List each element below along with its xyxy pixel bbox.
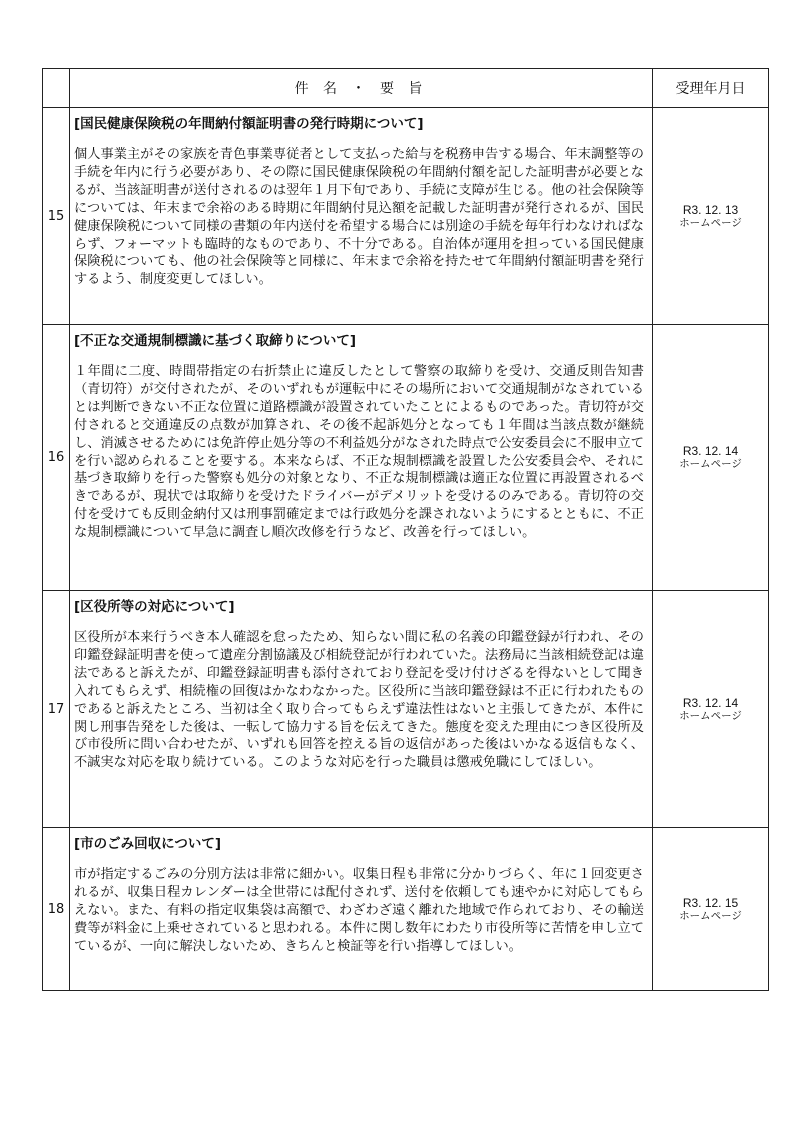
row-number: 18 <box>43 828 70 991</box>
received-date: R3. 12. 14 <box>682 695 739 710</box>
received-date: R3. 12. 14 <box>682 444 739 458</box>
row-content <box>70 828 653 991</box>
item-body: １年間に二度、時間帯指定の右折禁止に違反したとして警察の取締りを受け、交通反則告知書（青切符）が交付されたが、そのいずれもが運転中にその場所において交通規制がなされているとは判断できない不正な位置に道路標識が設置されていたことによるものであった。青切符が交付されると交通違反の点数が加算され、その後不起訴処分となっても１年間は当該点数が継続し、消滅させるためには免許停止処分等の不利益処分がなされた時点で公安委員会に不服申立てを行い認められることを要する。本来ならば、不正な規制標識を設置した公安委員会や、それに基づき取締りを行った警察も処分の対象となり、不正な規制標識は適正な位置に再設置されるべきであるが、現状では取締りを受けたドライバーがデメリットを受けるのみである。青切符の交付を受けても反則金納付又は刑事罰確定までは行政処分を課されないようにするとともに、不正な規制標識について早急に調査し順次改修を行うなど、改善を行ってほしい。 <box>74 364 644 541</box>
table-header-row <box>43 69 769 108</box>
row-date-cell <box>653 828 769 991</box>
row-number: 15 <box>43 108 70 325</box>
item-title: [国民健康保険税の年間納付額証明書の発行時期について] <box>74 116 424 132</box>
received-source: ホームページ <box>679 909 742 922</box>
received-source: ホームページ <box>679 709 742 722</box>
table-row <box>43 591 769 828</box>
received-date: R3. 12. 13 <box>682 202 739 217</box>
item-body: 市が指定するごみの分別方法は非常に細かい。収集日程も非常に分かりづらく、年に１回変更されるが、収集日程カレンダーは全世帯には配付されず、送付を依頼しても速やかに対応してもらえない。また、有料の指定収集袋は高額で、わざわざ遠く離れた地域で作られており、その輸送費等が料金に上乗せされていると思われる。本件に関し数年にわたり市役所等に苦情を申し立てているが、一向に解決しないため、きちんと検証等を行い指導してほしい。 <box>74 867 644 954</box>
table-row <box>43 828 769 991</box>
item-title: [不正な交通規制標識に基づく取締りについて] <box>74 333 357 349</box>
row-content <box>70 325 653 591</box>
header-date: 受理年月日 <box>653 69 769 108</box>
received-source: ホームページ <box>679 216 742 229</box>
item-title: [区役所等の対応について] <box>74 599 235 615</box>
petition-table <box>42 68 769 991</box>
item-body: 区役所が本来行うべき本人確認を怠ったため、知らない間に私の名義の印鑑登録が行われ、その印鑑登録証明書を使って遺産分割協議及び相続登記が行われていた。法務局に当該相続登記は違法であると訴えたが、印鑑登録証明書も添付されており登記を受け付けざるを得ないとして聞き入れてもらえず、相続権の回復はかなわなかった。区役所に当該印鑑登録は不正に行われたものであると訴えたところ、当初は全く取り合ってもらえず違法性はないと主張してきたが、本件に関し刑事告発をした後は、一転して協力する旨を伝えてきた。態度を変えた理由につき区役所及び市役所に問い合わせたが、いずれも回答を控える旨の返信があった後はいかなる返信もなく、不誠実な対応を取り続けている。このような対応を行った職員は懲戒免職にしてほしい。 <box>74 630 644 771</box>
header-subject: 件 名 ・ 要 旨 <box>70 69 653 108</box>
row-number: 17 <box>43 591 70 828</box>
table-row <box>43 325 769 591</box>
received-source: ホームページ <box>679 458 742 470</box>
row-number: 16 <box>43 325 70 591</box>
received-date: R3. 12. 15 <box>682 895 739 910</box>
row-date-cell <box>653 108 769 325</box>
row-date-cell <box>653 325 769 591</box>
table-row <box>43 108 769 325</box>
item-body: 個人事業主がその家族を青色事業専従者として支払った給与を税務申告する場合、年末調整等の手続を年内に行う必要があり、その際に国民健康保険税の年間納付額を記した証明書が必要となるが、当該証明書が送付されるのは翌年１月下旬であり、手続に支障が生じる。他の社会保険等については、年末まで余裕のある時期に年間納付見込額を記載した証明書が発行されるが、国民健康保険税について同様の書類の年内送付を希望する場合には別途の手続を毎年行わなければならず、フォーマットも臨時的なものであり、不十分である。自治体が運用を担っている国民健康保険税についても、他の社会保険等と同様に、年末まで余裕を持たせて年間納付額証明書を発行するよう、制度変更してほしい。 <box>74 147 644 288</box>
row-content <box>70 591 653 828</box>
row-date-cell <box>653 591 769 828</box>
header-number-cell <box>43 69 70 108</box>
item-title: [市のごみ回収について] <box>74 836 222 852</box>
row-content <box>70 108 653 325</box>
